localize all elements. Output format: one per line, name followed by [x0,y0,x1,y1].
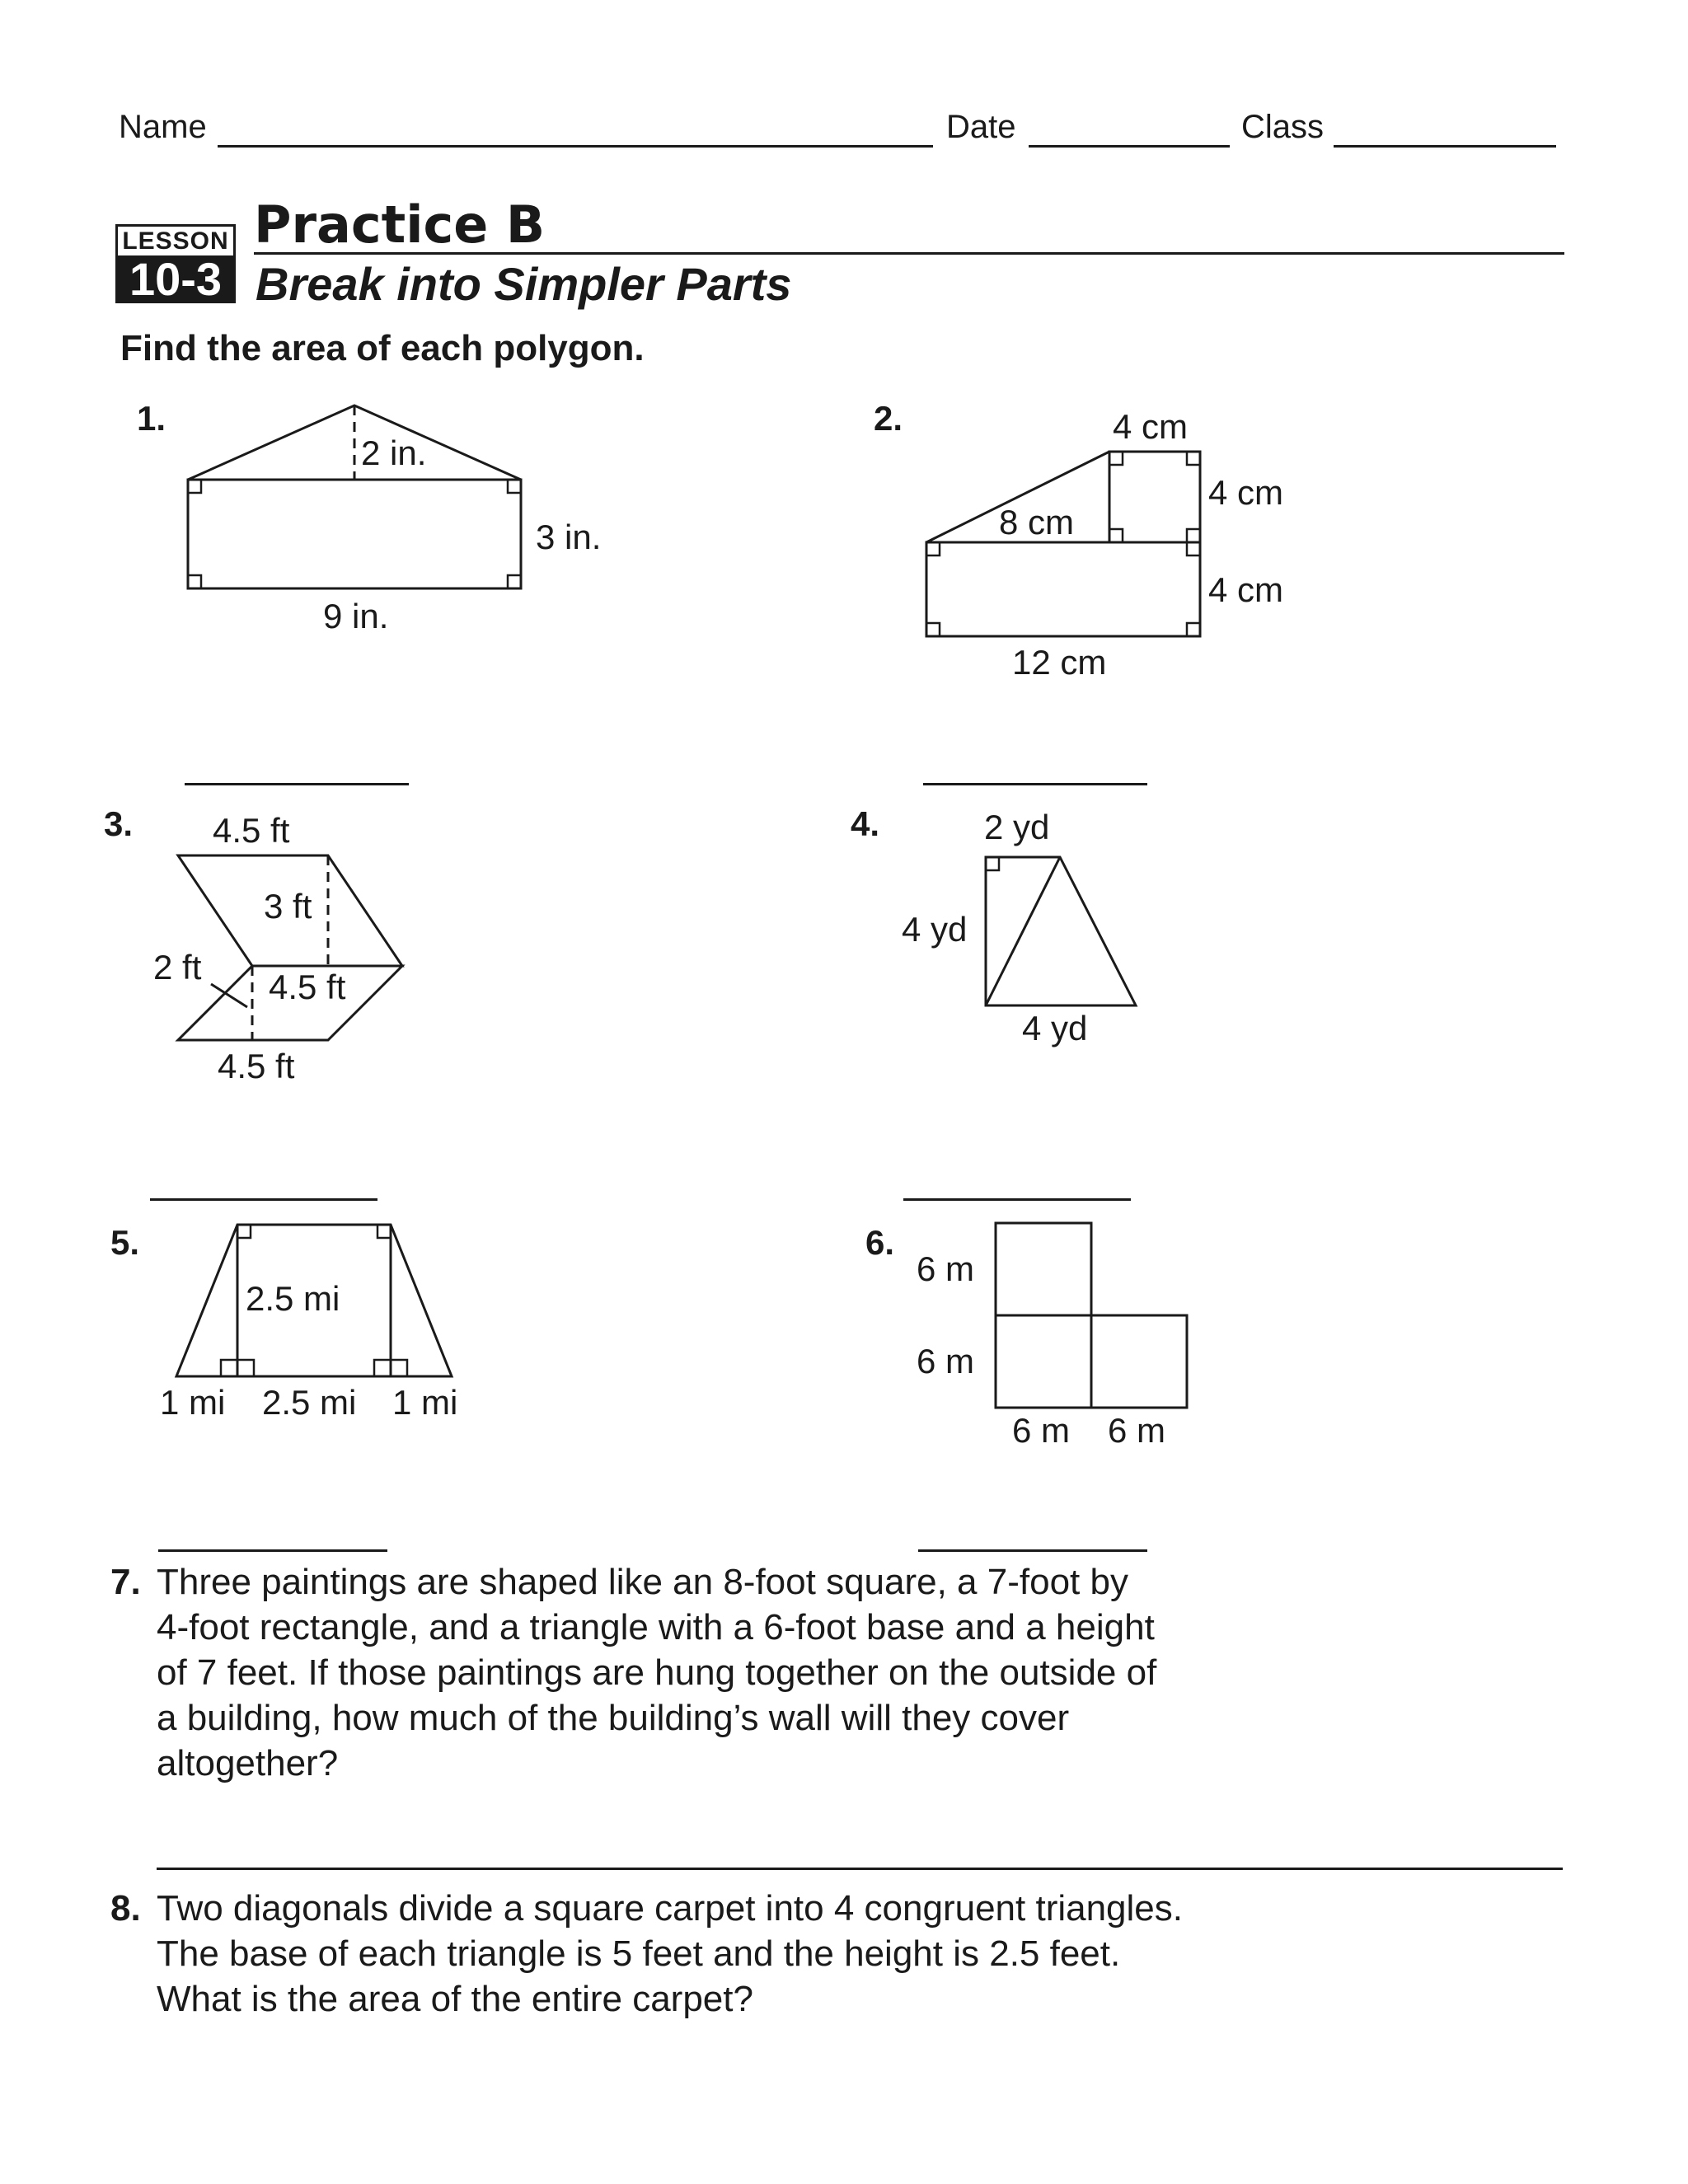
fig3-left-label: 2 ft [153,948,202,987]
fig1-base-label: 9 in. [323,597,389,635]
lesson-number: 10-3 [115,255,236,303]
answer-line-5[interactable] [158,1549,387,1552]
figure-6 [917,1223,1187,1450]
right-angle-mark [1187,452,1200,465]
problem-number-5: 5. [110,1223,140,1262]
word-problem-8 [110,1886,1429,2034]
fig3-bottom-label: 4.5 ft [218,1047,295,1085]
fig3-mid-label: 4.5 ft [269,968,346,1006]
figure-3 [153,811,402,1085]
figure-4 [902,808,1136,1047]
fig4-top-label: 2 yd [984,808,1050,846]
right-angle-mark [986,857,999,870]
right-angle-mark [391,1360,407,1376]
right-angle-mark [188,480,201,493]
right-angle-mark [1109,452,1123,465]
page-title: Practice B [254,194,546,255]
word-problem-7 [110,1559,1429,1790]
fig6-bottom-left-square [996,1315,1091,1408]
lesson-word: LESSON [115,224,236,259]
fig6-bottom-right-square [1091,1315,1187,1408]
fig5-mid-label: 2.5 mi [262,1383,357,1422]
fig4-trapezoid [986,857,1136,1005]
right-angle-mark [237,1225,251,1238]
fig6-top-square [996,1223,1091,1315]
class-label: Class [1241,109,1325,145]
problem-number-1: 1. [137,399,166,438]
problem-number-6: 6. [865,1223,895,1262]
answer-line-7[interactable] [157,1868,1563,1870]
date-label: Date [946,109,1016,145]
problem-number-4: 4. [851,804,880,843]
fig6-base-right-label: 6 m [1108,1411,1166,1450]
figure-2 [926,407,1283,682]
fig2-square-side-label: 4 cm [1208,473,1284,512]
problem-number-3: 3. [104,804,134,843]
right-angle-mark [508,575,521,588]
fig5-right-label: 1 mi [392,1383,458,1422]
right-angle-mark [1187,529,1200,542]
right-angle-mark [237,1360,254,1376]
problem-number-2: 2. [874,399,903,438]
fig4-height-label: 4 yd [902,910,968,949]
fig3-height-label: 3 ft [264,887,312,926]
right-angle-mark [926,542,940,555]
answer-line-6[interactable] [918,1549,1147,1552]
name-label: Name [119,109,207,145]
fig2-top-label: 4 cm [1113,407,1189,446]
fig5-left-label: 1 mi [160,1383,226,1422]
fig6-base-left-label: 6 m [1012,1411,1071,1450]
problem-number-7: 7. [110,1562,141,1602]
instructions: Find the area of each polygon. [120,328,645,368]
right-angle-mark [188,575,201,588]
fig1-side-label: 3 in. [536,518,602,556]
problem-number-8: 8. [110,1888,141,1929]
page-subtitle: Break into Simpler Parts [256,258,792,310]
right-angle-mark [1187,623,1200,636]
figure-5 [160,1225,457,1422]
right-angle-mark [374,1360,391,1376]
problem-7-text: Three paintings are shaped like an 8-foot square, a 7-foot by 4-foot rectangle, and a triangle with a 6-foot base and a height of 7 feet. If those paintings are hung together on the outside of a building, how much of the building’s wall will they cover altogether? [157,1562,1157,1783]
right-angle-mark [508,480,521,493]
right-angle-mark [377,1225,391,1238]
fig6-bottom-side-label: 6 m [917,1342,975,1380]
fig2-rectangle [926,542,1200,636]
fig2-hyp-label: 8 cm [999,503,1075,541]
fig3-top-label: 4.5 ft [213,811,290,850]
right-angle-mark [1109,529,1123,542]
fig2-rect-side-label: 4 cm [1208,570,1284,609]
fig5-height-label: 2.5 mi [246,1279,340,1318]
right-angle-mark [926,623,940,636]
fig4-base-label: 4 yd [1022,1009,1088,1047]
right-angle-mark [1187,542,1200,555]
fig2-base-label: 12 cm [1012,643,1107,682]
fig4-diagonal [986,857,1060,1005]
figure-1 [188,405,601,635]
fig6-top-side-label: 6 m [917,1249,975,1288]
fig1-rectangle [188,480,521,588]
fig1-height-label: 2 in. [361,434,427,472]
problem-8-text: Two diagonals divide a square carpet into 4 congruent triangles. The base of each triangle is 5 feet and the height is 2.5 feet. What is the area of the entire carpet? [157,1888,1183,2019]
right-angle-mark [221,1360,237,1376]
